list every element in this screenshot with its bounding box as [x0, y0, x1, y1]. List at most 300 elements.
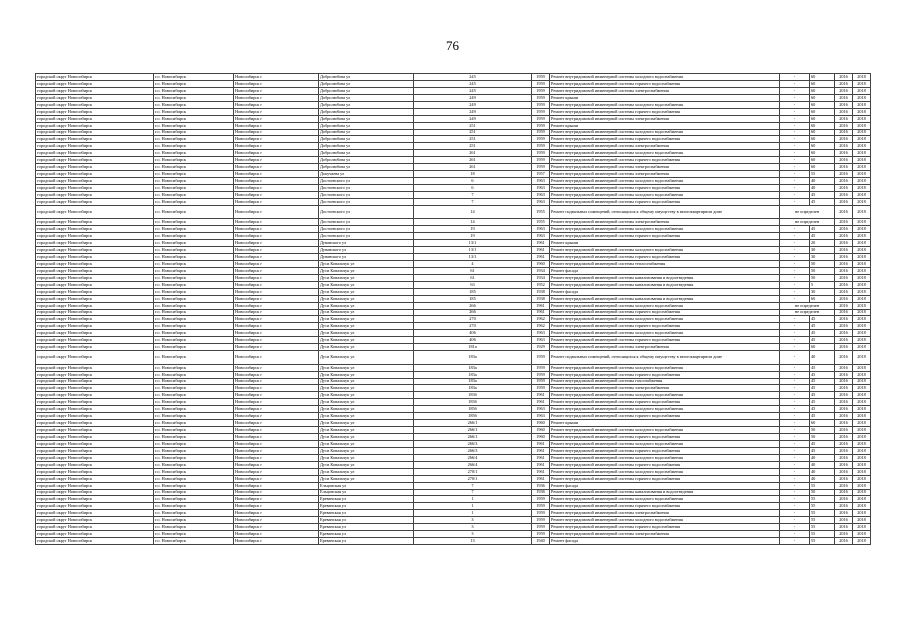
house-number-cell: 13/1 [414, 247, 532, 254]
dash-cell: - [780, 454, 810, 461]
value-cell: 45 [810, 399, 835, 406]
street-cell: Дуси Ковальчук ул [319, 351, 414, 365]
street-cell: Достоевского ул [319, 191, 414, 198]
municipality-cell: городской округ Новосибирск [36, 392, 154, 399]
house-number-cell: 249 [414, 108, 532, 115]
city-cell: Новосибирск г [234, 406, 319, 413]
city-cell: Новосибирск г [234, 378, 319, 385]
city-cell: Новосибирск г [234, 385, 319, 392]
value-cell: 60 [810, 143, 835, 150]
city-cell: Новосибирск г [234, 205, 319, 219]
street-cell: Добролюбова ул [319, 129, 414, 136]
dash-cell: - [780, 122, 810, 129]
start-year-cell: 2016 [835, 94, 853, 101]
house-number-cell: 266/1 [414, 427, 532, 434]
work-type-cell: Ремонт внутридомовой инженерной системы горячего водоснабжения [550, 108, 780, 115]
work-type-cell: Ремонт крыши [550, 94, 780, 101]
municipality-cell: городской округ Новосибирск [36, 219, 154, 226]
street-cell: Дуси Ковальчук ул [319, 309, 414, 316]
start-year-cell: 2016 [835, 351, 853, 365]
table-row [36, 454, 871, 461]
dash-cell: - [780, 260, 810, 267]
street-cell: Дуси Ковальчук ул [319, 295, 414, 302]
city-cell: Новосибирск г [234, 115, 319, 122]
house-number-cell: 7 [414, 198, 532, 205]
work-type-cell: Ремонт внутридомовой инженерной системы холодного водоснабжения [550, 74, 780, 81]
city-cell: Новосибирск г [234, 143, 319, 150]
value-cell: 45 [810, 191, 835, 198]
table-row [36, 524, 871, 531]
build-year-cell: 1960 [532, 427, 550, 434]
value-cell: 45 [810, 392, 835, 399]
work-type-cell: Ремонт внутридомовой инженерной системы газоснабжения [550, 378, 780, 385]
start-year-cell: 2016 [835, 531, 853, 538]
house-number-cell: 61 [414, 267, 532, 274]
start-year-cell: 2016 [835, 136, 853, 143]
municipality-cell: городской округ Новосибирск [36, 122, 154, 129]
dash-cell: - [780, 344, 810, 351]
municipality-cell: городской округ Новосибирск [36, 80, 154, 87]
table-row [36, 406, 871, 413]
municipality-cell: городской округ Новосибирск [36, 171, 154, 178]
table-row [36, 274, 871, 281]
street-cell: Ереванская ул [319, 510, 414, 517]
work-type-cell: Ремонт фасада [550, 482, 780, 489]
start-year-cell: 2016 [835, 392, 853, 399]
start-year-cell: 2016 [835, 461, 853, 468]
work-type-cell: Ремонт внутридомовой инженерной системы электроснабжения [550, 385, 780, 392]
municipality-cell: городской округ Новосибирск [36, 226, 154, 233]
settlement-cell: г.о. Новосибирск [154, 461, 234, 468]
municipality-cell: городской округ Новосибирск [36, 316, 154, 323]
house-number-cell: 266/1 [414, 434, 532, 441]
municipality-cell: городской округ Новосибирск [36, 136, 154, 143]
dash-cell: - [780, 191, 810, 198]
municipality-cell: городской округ Новосибирск [36, 288, 154, 295]
work-type-cell: Ремонт внутридомовой инженерной системы холодного водоснабжения [550, 406, 780, 413]
house-number-cell: 266/1 [414, 420, 532, 427]
table-row [36, 240, 871, 247]
end-year-cell: 2018 [853, 378, 871, 385]
street-cell: Дуси Ковальчук ул [319, 392, 414, 399]
start-year-cell: 2016 [835, 309, 853, 316]
end-year-cell: 2018 [853, 164, 871, 171]
end-year-cell: 2018 [853, 524, 871, 531]
table-row [36, 482, 871, 489]
table-row [36, 351, 871, 365]
street-cell: Дуси Ковальчук ул [319, 281, 414, 288]
house-number-cell: 7 [414, 482, 532, 489]
end-year-cell: 2018 [853, 281, 871, 288]
street-cell: Достоевского ул [319, 219, 414, 226]
dash-cell: - [780, 295, 810, 302]
start-year-cell: 2016 [835, 413, 853, 420]
city-cell: Новосибирск г [234, 260, 319, 267]
work-type-cell: Ремонт внутридомовой инженерной системы горячего водоснабжения [550, 371, 780, 378]
house-number-cell: 14 [414, 205, 532, 219]
city-cell: Новосибирск г [234, 267, 319, 274]
city-cell: Новосибирск г [234, 364, 319, 371]
table-row [36, 295, 871, 302]
start-year-cell: 2016 [835, 115, 853, 122]
build-year-cell: 1963 [532, 413, 550, 420]
city-cell: Новосибирск г [234, 191, 319, 198]
house-number-cell: 261 [414, 157, 532, 164]
table-row [36, 267, 871, 274]
table-row [36, 440, 871, 447]
municipality-cell: городской округ Новосибирск [36, 385, 154, 392]
end-year-cell: 2018 [853, 205, 871, 219]
start-year-cell: 2016 [835, 178, 853, 185]
dash-cell: - [780, 364, 810, 371]
table-row [36, 178, 871, 185]
work-type-cell: Ремонт внутридомовой инженерной системы электроснабжения [550, 115, 780, 122]
settlement-cell: г.о. Новосибирск [154, 115, 234, 122]
settlement-cell: г.о. Новосибирск [154, 309, 234, 316]
work-type-cell: Ремонт внутридомовой инженерной системы холодного водоснабжения [550, 302, 780, 309]
work-type-cell: Ремонт подвальных помещений, относящихся к общему имуществу в многоквартирном доме [550, 205, 780, 219]
house-number-cell: 3 [414, 517, 532, 524]
settlement-cell: г.о. Новосибирск [154, 198, 234, 205]
end-year-cell: 2018 [853, 392, 871, 399]
start-year-cell: 2016 [835, 274, 853, 281]
start-year-cell: 2016 [835, 288, 853, 295]
municipality-cell: городской округ Новосибирск [36, 198, 154, 205]
start-year-cell: 2016 [835, 434, 853, 441]
settlement-cell: г.о. Новосибирск [154, 295, 234, 302]
end-year-cell: 2018 [853, 295, 871, 302]
build-year-cell: 1938 [532, 295, 550, 302]
house-number-cell: 249 [414, 115, 532, 122]
city-cell: Новосибирск г [234, 226, 319, 233]
table-row [36, 198, 871, 205]
table-row [36, 108, 871, 115]
dash-cell: - [780, 198, 810, 205]
city-cell: Новосибирск г [234, 413, 319, 420]
table-row [36, 74, 871, 81]
work-type-cell: Ремонт внутридомовой инженерной системы горячего водоснабжения [550, 337, 780, 344]
municipality-cell: городской округ Новосибирск [36, 240, 154, 247]
settlement-cell: г.о. Новосибирск [154, 80, 234, 87]
house-number-cell: 183б [414, 392, 532, 399]
settlement-cell: г.о. Новосибирск [154, 164, 234, 171]
build-year-cell: 1960 [532, 434, 550, 441]
house-number-cell: 270 [414, 316, 532, 323]
start-year-cell: 2016 [835, 517, 853, 524]
start-year-cell: 2016 [835, 219, 853, 226]
work-type-cell: Ремонт внутридомовой инженерной системы электроснабжения [550, 87, 780, 94]
city-cell: Новосибирск г [234, 475, 319, 482]
work-type-cell: Ремонт внутридомовой инженерной системы горячего водоснабжения [550, 524, 780, 531]
dash-cell: - [780, 281, 810, 288]
value-cell: 55 [810, 503, 835, 510]
value-cell: 45 [810, 378, 835, 385]
settlement-cell: г.о. Новосибирск [154, 205, 234, 219]
work-type-cell: Ремонт внутридомовой инженерной системы электроснабжения [550, 164, 780, 171]
municipality-cell: городской округ Новосибирск [36, 378, 154, 385]
settlement-cell: г.о. Новосибирск [154, 122, 234, 129]
municipality-cell: городской округ Новосибирск [36, 344, 154, 351]
settlement-cell: г.о. Новосибирск [154, 344, 234, 351]
municipality-cell: городской округ Новосибирск [36, 74, 154, 81]
house-number-cell: 6 [414, 185, 532, 192]
street-cell: Достоевского ул [319, 198, 414, 205]
house-number-cell: 266/3 [414, 440, 532, 447]
table-row [36, 205, 871, 219]
city-cell: Новосибирск г [234, 74, 319, 81]
value-cell: 55 [810, 538, 835, 545]
dash-cell: - [780, 233, 810, 240]
house-number-cell: 1 [414, 510, 532, 517]
build-year-cell: 1961 [532, 468, 550, 475]
settlement-cell: г.о. Новосибирск [154, 496, 234, 503]
municipality-cell: городской округ Новосибирск [36, 454, 154, 461]
municipality-cell: городской округ Новосибирск [36, 503, 154, 510]
street-cell: Добролюбова ул [319, 164, 414, 171]
dash-cell: - [780, 316, 810, 323]
settlement-cell: г.о. Новосибирск [154, 371, 234, 378]
dash-cell: - [780, 323, 810, 330]
end-year-cell: 2018 [853, 178, 871, 185]
street-cell: Ереванская ул [319, 496, 414, 503]
work-type-cell: Ремонт внутридомовой инженерной системы холодного водоснабжения [550, 316, 780, 323]
build-year-cell: 1955 [532, 205, 550, 219]
street-cell: Ереванская ул [319, 531, 414, 538]
house-number-cell: 183б [414, 399, 532, 406]
work-type-cell: Ремонт внутридомовой инженерной системы горячего водоснабжения [550, 185, 780, 192]
municipality-cell: городской округ Новосибирск [36, 461, 154, 468]
settlement-cell: г.о. Новосибирск [154, 185, 234, 192]
build-year-cell: 1963 [532, 226, 550, 233]
city-cell: Новосибирск г [234, 274, 319, 281]
work-type-cell: Ремонт внутридомовой инженерной системы электроснабжения [550, 344, 780, 351]
build-year-cell: 1959 [532, 385, 550, 392]
dash-cell: - [780, 240, 810, 247]
house-number-cell: 261 [414, 150, 532, 157]
end-year-cell: 2018 [853, 247, 871, 254]
settlement-cell: г.о. Новосибирск [154, 129, 234, 136]
end-year-cell: 2018 [853, 344, 871, 351]
table-row [36, 122, 871, 129]
settlement-cell: г.о. Новосибирск [154, 87, 234, 94]
dash-cell: - [780, 496, 810, 503]
street-cell: Ереванская ул [319, 538, 414, 545]
work-type-cell: Ремонт внутридомовой инженерной системы канализования и водоотведения [550, 274, 780, 281]
dash-cell: - [780, 94, 810, 101]
settlement-cell: г.о. Новосибирск [154, 136, 234, 143]
work-type-cell: Ремонт внутридомовой инженерной системы холодного водоснабжения [550, 330, 780, 337]
value-cell: 20 [810, 240, 835, 247]
city-cell: Новосибирск г [234, 129, 319, 136]
street-cell: Достоевского ул [319, 185, 414, 192]
settlement-cell: г.о. Новосибирск [154, 406, 234, 413]
start-year-cell: 2016 [835, 510, 853, 517]
start-year-cell: 2016 [835, 468, 853, 475]
city-cell: Новосибирск г [234, 219, 319, 226]
settlement-cell: г.о. Новосибирск [154, 101, 234, 108]
value-cell: 45 [810, 413, 835, 420]
start-year-cell: 2016 [835, 108, 853, 115]
city-cell: Новосибирск г [234, 122, 319, 129]
build-year-cell: 1960 [532, 260, 550, 267]
street-cell: Добролюбова ул [319, 157, 414, 164]
municipality-cell: городской округ Новосибирск [36, 309, 154, 316]
work-type-cell: Ремонт внутридомовой инженерной системы холодного водоснабжения [550, 517, 780, 524]
end-year-cell: 2018 [853, 80, 871, 87]
work-type-cell: Ремонт внутридомовой инженерной системы холодного водоснабжения [550, 427, 780, 434]
end-year-cell: 2018 [853, 274, 871, 281]
table-row [36, 420, 871, 427]
start-year-cell: 2016 [835, 226, 853, 233]
value-cell: 50 [810, 274, 835, 281]
work-type-cell: Ремонт крыши [550, 122, 780, 129]
municipality-cell: городской округ Новосибирск [36, 178, 154, 185]
dash-cell: - [780, 406, 810, 413]
house-number-cell: 13 [414, 538, 532, 545]
value-cell: 45 [810, 440, 835, 447]
build-year-cell: 1959 [532, 87, 550, 94]
municipality-cell: городской округ Новосибирск [36, 247, 154, 254]
municipality-cell: городской округ Новосибирск [36, 496, 154, 503]
city-cell: Новосибирск г [234, 247, 319, 254]
start-year-cell: 2016 [835, 191, 853, 198]
work-type-cell: Ремонт внутридомовой инженерной системы холодного водоснабжения [550, 454, 780, 461]
value-cell: 55 [810, 496, 835, 503]
city-cell: Новосибирск г [234, 316, 319, 323]
settlement-cell: г.о. Новосибирск [154, 226, 234, 233]
city-cell: Новосибирск г [234, 399, 319, 406]
build-year-cell: 1959 [532, 129, 550, 136]
municipality-cell: городской округ Новосибирск [36, 267, 154, 274]
work-type-cell: Ремонт внутридомовой инженерной системы горячего водоснабжения [550, 413, 780, 420]
build-year-cell: 1934 [532, 274, 550, 281]
table-row [36, 157, 871, 164]
street-cell: Дуси Ковальчук ул [319, 337, 414, 344]
start-year-cell: 2016 [835, 122, 853, 129]
value-cell: 60 [810, 295, 835, 302]
city-cell: Новосибирск г [234, 80, 319, 87]
dash-cell: не определен [780, 309, 835, 316]
work-type-cell: Ремонт фасада [550, 538, 780, 545]
value-cell: 55 [810, 524, 835, 531]
table-row [36, 399, 871, 406]
build-year-cell: 1959 [532, 115, 550, 122]
street-cell: Дуси Ковальчук ул [319, 440, 414, 447]
house-number-cell: 249 [414, 94, 532, 101]
end-year-cell: 2018 [853, 302, 871, 309]
start-year-cell: 2016 [835, 440, 853, 447]
build-year-cell: 1961 [532, 399, 550, 406]
settlement-cell: г.о. Новосибирск [154, 330, 234, 337]
street-cell: Дуси Ковальчук ул [319, 267, 414, 274]
dash-cell: - [780, 288, 810, 295]
build-year-cell: 1936 [532, 489, 550, 496]
street-cell: Дуси Ковальчук ул [319, 371, 414, 378]
city-cell: Новосибирск г [234, 288, 319, 295]
settlement-cell: г.о. Новосибирск [154, 143, 234, 150]
build-year-cell: 1936 [532, 482, 550, 489]
city-cell: Новосибирск г [234, 434, 319, 441]
city-cell: Новосибирск г [234, 164, 319, 171]
street-cell: Дуси Ковальчук ул [319, 420, 414, 427]
build-year-cell: 1963 [532, 233, 550, 240]
settlement-cell: г.о. Новосибирск [154, 178, 234, 185]
end-year-cell: 2018 [853, 330, 871, 337]
work-type-cell: Ремонт внутридомовой инженерной системы горячего водоснабжения [550, 447, 780, 454]
start-year-cell: 2016 [835, 399, 853, 406]
start-year-cell: 2016 [835, 233, 853, 240]
build-year-cell: 1961 [532, 454, 550, 461]
end-year-cell: 2018 [853, 489, 871, 496]
work-type-cell: Ремонт внутридомовой инженерной системы теплоснабжения [550, 260, 780, 267]
build-year-cell: 1929 [532, 344, 550, 351]
settlement-cell: г.о. Новосибирск [154, 74, 234, 81]
dash-cell: - [780, 461, 810, 468]
city-cell: Новосибирск г [234, 468, 319, 475]
build-year-cell: 1959 [532, 80, 550, 87]
city-cell: Новосибирск г [234, 281, 319, 288]
settlement-cell: г.о. Новосибирск [154, 157, 234, 164]
settlement-cell: г.о. Новосибирск [154, 538, 234, 545]
municipality-cell: городской округ Новосибирск [36, 434, 154, 441]
house-number-cell: 183а [414, 371, 532, 378]
dash-cell: - [780, 447, 810, 454]
end-year-cell: 2018 [853, 288, 871, 295]
value-cell: 45 [810, 337, 835, 344]
municipality-cell: городской округ Новосибирск [36, 205, 154, 219]
dash-cell: - [780, 101, 810, 108]
house-number-cell: 3 [414, 531, 532, 538]
value-cell: 45 [810, 447, 835, 454]
house-number-cell: 61 [414, 274, 532, 281]
dash-cell: - [780, 524, 810, 531]
dash-cell: - [780, 385, 810, 392]
value-cell: 40 [810, 461, 835, 468]
work-type-cell: Ремонт внутридомовой инженерной системы холодного водоснабжения [550, 496, 780, 503]
table-row [36, 538, 871, 545]
build-year-cell: 1963 [532, 198, 550, 205]
house-number-cell: 183а [414, 351, 532, 365]
work-type-cell: Ремонт внутридомовой инженерной системы холодного водоснабжения [550, 150, 780, 157]
build-year-cell: 1959 [532, 364, 550, 371]
end-year-cell: 2018 [853, 150, 871, 157]
dash-cell: - [780, 171, 810, 178]
build-year-cell: 1959 [532, 517, 550, 524]
page-number: 76 [446, 38, 459, 53]
house-number-cell: 19 [414, 226, 532, 233]
start-year-cell: 2016 [835, 74, 853, 81]
end-year-cell: 2018 [853, 94, 871, 101]
settlement-cell: г.о. Новосибирск [154, 517, 234, 524]
end-year-cell: 2018 [853, 115, 871, 122]
start-year-cell: 2016 [835, 247, 853, 254]
work-type-cell: Ремонт внутридомовой инженерной системы канализования и водоотведения [550, 489, 780, 496]
work-type-cell: Ремонт крыши [550, 420, 780, 427]
house-number-cell: 1 [414, 503, 532, 510]
table-row [36, 185, 871, 192]
table-row [36, 461, 871, 468]
end-year-cell: 2018 [853, 157, 871, 164]
house-number-cell: 266 [414, 302, 532, 309]
settlement-cell: г.о. Новосибирск [154, 240, 234, 247]
value-cell: 45 [810, 226, 835, 233]
municipality-cell: городской округ Новосибирск [36, 531, 154, 538]
city-cell: Новосибирск г [234, 302, 319, 309]
city-cell: Новосибирск г [234, 150, 319, 157]
value-cell: 60 [810, 108, 835, 115]
table-row [36, 496, 871, 503]
start-year-cell: 2016 [835, 503, 853, 510]
